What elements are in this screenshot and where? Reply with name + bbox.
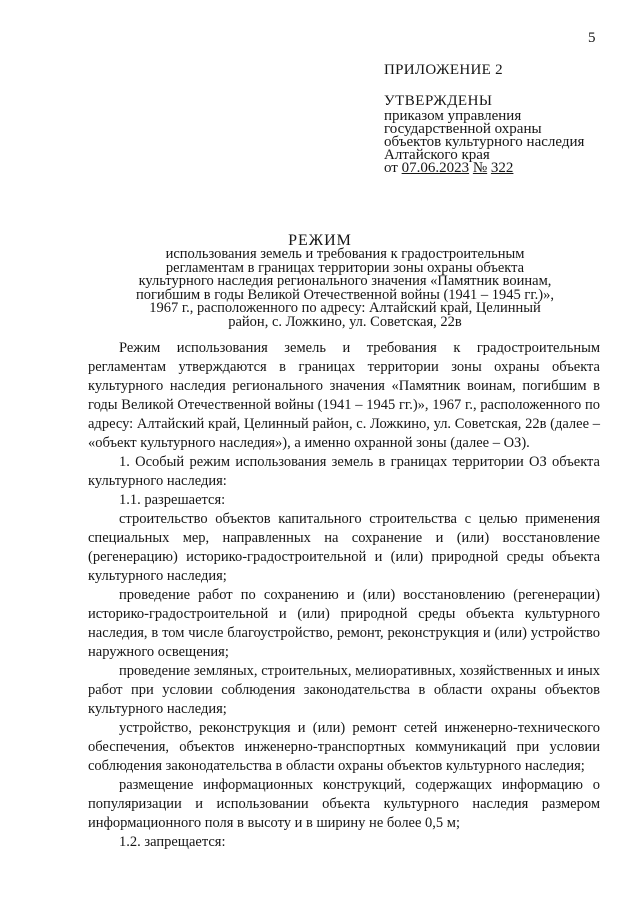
- number-prefix: №: [472, 160, 488, 176]
- subtitle-line: погибшим в годы Великой Отечественной войны (1941 – 1945 гг.)»,: [135, 286, 555, 303]
- paragraph-section-1-2: 1.2. запрещается:: [119, 834, 226, 850]
- approval-number: 322: [490, 160, 514, 176]
- approval-line: объектов культурного наследия: [384, 134, 585, 150]
- approval-line: Алтайского края: [384, 147, 490, 163]
- approval-line: приказом управления: [384, 108, 522, 124]
- approval-block: [384, 95, 584, 175]
- approval-title: УТВЕРЖДЕНЫ: [384, 93, 493, 109]
- paragraph-item: устройство, реконструкция и (или) ремонт сетей инженерно-технического обеспечения, объектов инженерно-транспортных коммуникаций при условии соблюдения законодательства в области охраны объектов культурного наследия;: [88, 720, 600, 774]
- paragraph-item: размещение информационных конструкций, содержащих информацию о популяризации и использовании объекта культурного наследия размером информационного поля в высоту и в ширину не более 0,5 м;: [88, 777, 600, 831]
- paragraph-item: проведение земляных, строительных, мелиоративных, хозяйственных и иных работ при условии соблюдения законодательства в области охраны объектов культурного наследия;: [88, 663, 600, 717]
- paragraph-item: строительство объектов капитального строительства с целью применения специальных мер, направленных на сохранение и (или) восстановление (регенерацию) историко-градостроительной и (или) природной среды объекта культурного наследия;: [88, 511, 600, 584]
- body-text: [88, 339, 600, 852]
- approval-line: государственной охраны: [384, 121, 542, 137]
- subtitle-line: культурного наследия регионального значения «Памятник воинам,: [138, 273, 552, 289]
- subtitle-line: 1967 г., расположенного по адресу: Алтайский край, Целинный: [149, 300, 541, 316]
- paragraph-section-1-1: 1.1. разрешается:: [119, 492, 226, 508]
- approval-date-line: [384, 162, 584, 175]
- subtitle-line: использования земель и требования к градостроительным: [165, 246, 525, 262]
- document-subtitle: [110, 248, 580, 329]
- date-prefix: от: [384, 160, 398, 176]
- approval-date: 07.06.2023: [401, 160, 470, 176]
- paragraph-item: проведение работ по сохранению и (или) восстановлению (регенерации) историко-градостроительной и (или) природной среды объекта культурного наследия, в том числе благоустройство, ремонт, реконструкция и (или) устройство наружного освещения;: [88, 587, 600, 660]
- appendix-label: ПРИЛОЖЕНИЕ 2: [384, 62, 503, 78]
- paragraph-intro: Режим использования земель и требования к градостроительным регламентам утверждаются в границах территории зоны охраны объекта культурного наследия регионального значения «Памятник воинам, погибшим в годы Великой Отечественной войны (1941 – 1945 гг.)», 1967 г., расположенного по адресу: Алтайский край, Целинный район, с. Ложкино, ул. Советская, 22в (далее – «объект культурного наследия»), а именно охранной зоны (далее – ОЗ).: [88, 340, 600, 451]
- page-number: 5: [588, 30, 596, 46]
- subtitle-line: район, с. Ложкино, ул. Советская, 22в: [228, 313, 462, 330]
- document-title: РЕЖИМ: [288, 232, 352, 249]
- subtitle-line: регламентам в границах территории зоны охраны объекта: [165, 259, 525, 276]
- paragraph-section-1: 1. Особый режим использования земель в границах территории ОЗ объекта культурного наследия:: [88, 454, 600, 489]
